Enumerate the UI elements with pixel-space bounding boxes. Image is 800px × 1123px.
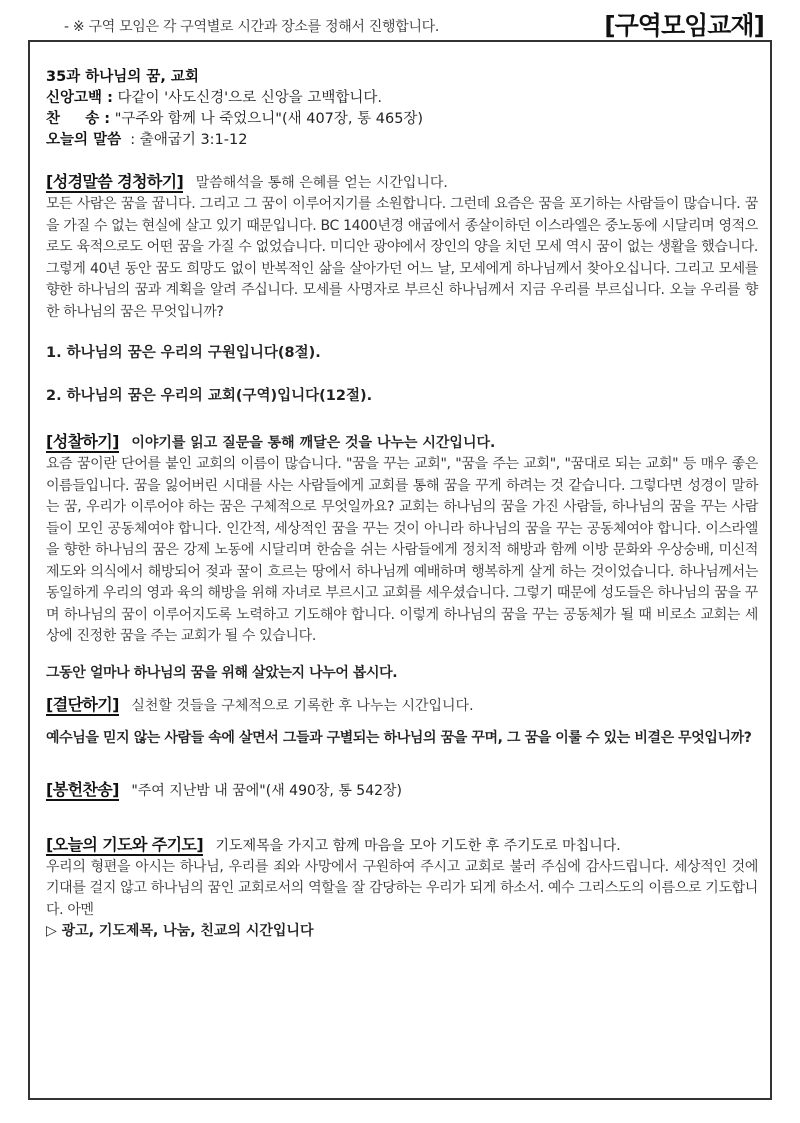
point-two: 2. 하나님의 꿈은 우리의 교회(구역)입니다(12절).	[46, 388, 373, 404]
reflect-question: 그동안 얼마나 하나님의 꿈을 위해 살았는지 나누어 봅시다.	[46, 664, 398, 681]
prayer-desc: 기도제목을 가지고 함께 마음을 모아 기도한 후 주기도로 마칩니다.	[215, 837, 621, 854]
decide-tag: [결단하기]	[46, 694, 119, 714]
creed-label: 신앙고백 :	[46, 90, 113, 106]
lesson-content	[46, 67, 758, 942]
prayer-tag: [오늘의 기도와 주기도]	[46, 834, 204, 854]
listen-tag: [성경말씀 경청하기]	[46, 172, 184, 191]
listen-header	[46, 171, 758, 194]
prayer-header	[46, 834, 758, 857]
reflect-body: 요즘 꿈이란 단어를 붙인 교회의 이름이 많습니다. "꿈을 꾸는 교회", "꿈을 주는 교회", "꿈대로 되는 교회" 등 매우 좋은 이름들입니다. 꿈을 잃어버린 시대를 사는 사람들에게 교회를 통해 꿈을 꾸게 하려는 것 같습니다. 그렇다면 성경이 말하는 꿈, 우리가 이루어야 하는 꿈은 구체적으로 무엇일까요? 교회는 하나님의 꿈을 가진 사람들, 하나님의 꿈을 꾸는 사람들이 모인 공동체여야 합니다. 인간적, 세상적인 꿈을 꾸는 것이 아니라 하나님의 꿈을 꾸는 공동체여야 합니다. 이스라엘을 향한 하나님의 꿈은 강제 노동에 시달리며 한숨을 쉬는 사람들에게 정치적 해방과 함께 이방 문화와 우상숭배, 미신적 제도와 의식에서 해방되어 젖과 꿀이 흐르는 땅에서 하나님께 예배하며 행복하게 살게 하는 것이었습니다. 하나님께서는 동일하게 우리의 영과 육의 해방을 위해 자녀로 부르시고 교회를 세우셨습니다. 그렇기 때문에 성도들은 하나님의 꿈을 꾸며 하나님의 꿈이 이루어지도록 노력하고 기도해야 합니다. 이렇게 하나님의 꿈을 꾸는 공동체가 될 때 비로소 교회는 세상에 진정한 꿈을 주는 교회가 될 수 있습니다.	[46, 456, 758, 644]
offering-hymn: "주여 지난밤 내 꿈에"(새 490장, 통 542장)	[131, 782, 402, 799]
hymn-label: 찬 송 :	[46, 111, 111, 127]
reflect-tag: [성찰하기]	[46, 432, 119, 451]
hymn-line	[46, 109, 758, 130]
prayer-body: 우리의 형편을 아시는 하나님, 우리를 죄와 사망에서 구원하여 주시고 교회로 불러 주심에 감사드립니다. 세상적인 것에 기대를 걸지 않고 하나님의 꿈인 교회로서의 역할을 잘 감당하는 우리가 되게 하소서. 예수 그리스도의 이름으로 기도합니다. 아멘	[46, 858, 758, 918]
booklet-title: [구역모임교재]	[604, 11, 764, 40]
offering-tag: [봉헌찬송]	[46, 779, 119, 799]
reflect-header	[46, 431, 758, 454]
decide-header	[46, 694, 758, 717]
word-label: 오늘의 말씀	[46, 132, 122, 148]
decide-desc: 실천할 것들을 구체적으로 기록한 후 나누는 시간입니다.	[131, 697, 474, 714]
lesson-box	[28, 40, 772, 1100]
lesson-title: 35과 하나님의 꿈, 교회	[46, 69, 199, 85]
creed-text: 다같이 '사도신경'으로 신앙을 고백합니다.	[117, 90, 383, 106]
meeting-note: - ※ 구역 모임은 각 구역별로 시간과 장소를 정해서 진행합니다.	[64, 19, 440, 35]
listen-desc: 말씀해석을 통해 은혜를 얻는 시간입니다.	[195, 175, 448, 191]
point-one: 1. 하나님의 꿈은 우리의 구원입니다(8절).	[46, 345, 321, 361]
reflect-desc: 이야기를 읽고 질문을 통해 깨달은 것을 나누는 시간입니다.	[131, 435, 496, 451]
top-header	[40, 6, 770, 42]
hymn-text: "구주와 함께 나 죽었으니"(새 407장, 통 465장)	[114, 111, 424, 127]
offering-line	[46, 779, 758, 802]
creed-line	[46, 88, 758, 109]
listen-body: 모든 사람은 꿈을 꿉니다. 그리고 그 꿈이 이루어지기를 소원합니다. 그런데 요즘은 꿈을 포기하는 사람들이 많습니다. 꿈을 가질 수 없는 현실에 살고 있기 때문입니다. BC 1400년경 애굽에서 종살이하던 이스라엘은 중노동에 시달리며 영적으로도 육적으로도 어떤 꿈을 가질 수 없었습니다. 미디안 광야에서 장인의 양을 치던 모세 역시 꿈이 없는 생활을 했습니다. 그렇게 40년 동안 꿈도 희망도 없이 반복적인 삶을 살아가던 어느 날, 모세에게 하나님께서 찾아오십니다. 그리고 모세를 향한 하나님의 꿈과 계획을 알려 주십니다. 모세를 사명자로 부르신 하나님께서 지금 우리를 부르십니다. 오늘 우리를 향한 하나님의 꿈은 무엇입니까?	[46, 196, 758, 320]
word-text: : 출애굽기 3:1-12	[125, 132, 248, 148]
word-line	[46, 130, 758, 151]
closing-note: ▷ 광고, 기도제목, 나눔, 친교의 시간입니다	[46, 923, 314, 939]
decide-question: 예수님을 믿지 않는 사람들 속에 살면서 그들과 구별되는 하나님의 꿈을 꾸며, 그 꿈을 이룰 수 있는 비결은 무엇입니까?	[46, 729, 752, 746]
